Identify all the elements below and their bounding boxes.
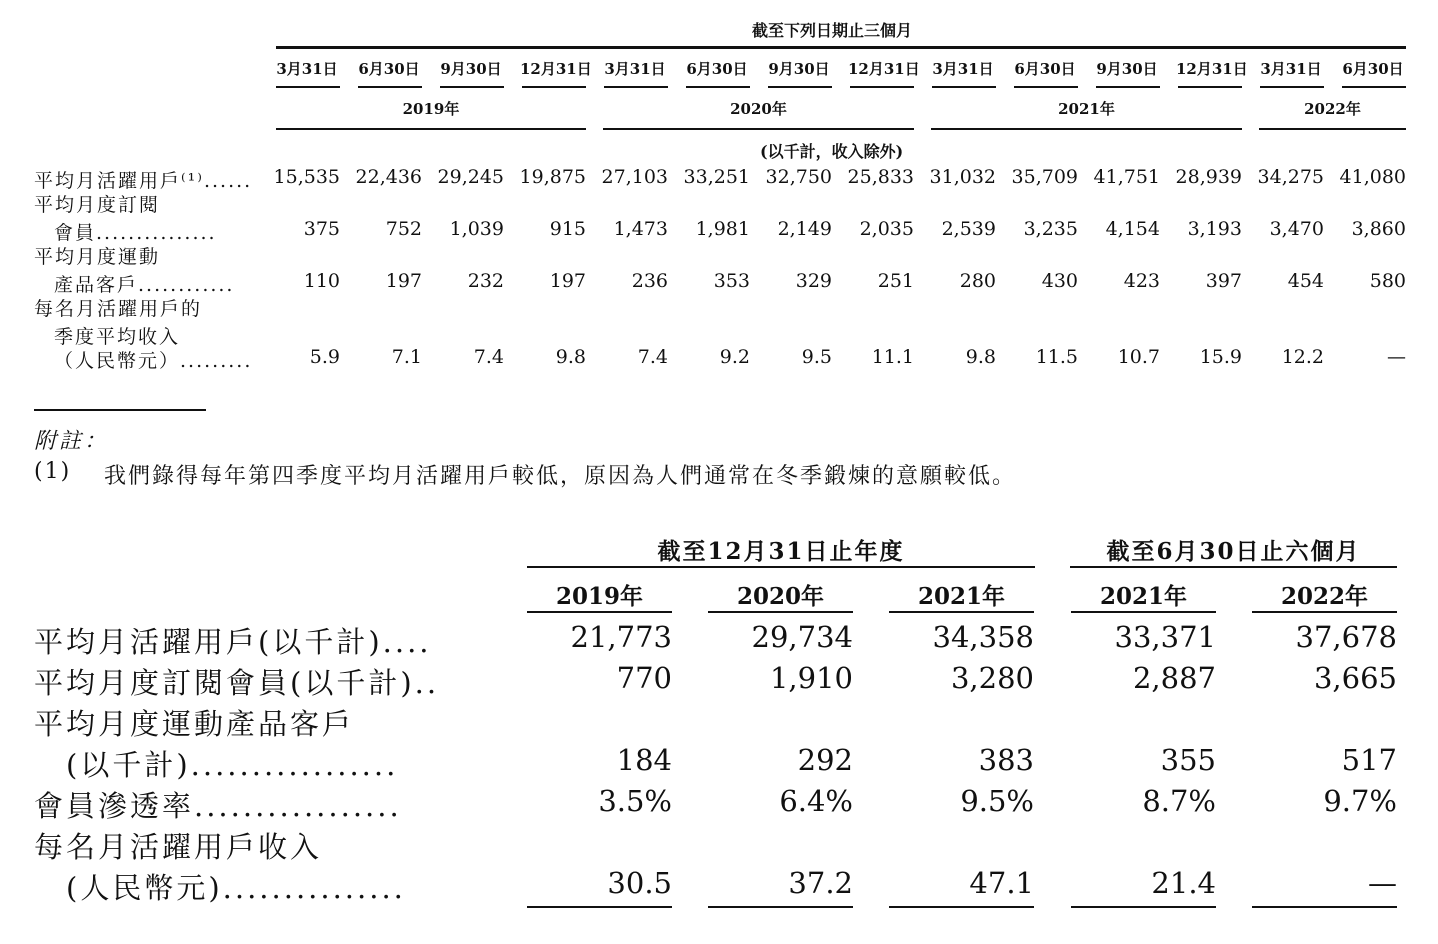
date-header-underline bbox=[768, 86, 832, 88]
table-cell: 184 bbox=[616, 743, 672, 777]
table-cell: 7.4 bbox=[473, 346, 504, 368]
row-label: (以千計)................. bbox=[66, 748, 399, 782]
table-cell: 9.8 bbox=[555, 346, 586, 368]
table-cell: 375 bbox=[303, 218, 340, 240]
table-cell: 5.9 bbox=[309, 346, 340, 368]
row-label: (人民幣元)............... bbox=[66, 871, 406, 905]
table-cell: 22,436 bbox=[355, 166, 422, 188]
table-cell: 3,665 bbox=[1313, 661, 1397, 695]
table-cell: 397 bbox=[1205, 270, 1242, 292]
table-cell: 41,751 bbox=[1093, 166, 1160, 188]
date-header: 6月30日 bbox=[358, 60, 420, 78]
table-cell: 19,875 bbox=[519, 166, 586, 188]
table-cell: 11.5 bbox=[1035, 346, 1078, 368]
footnote-rule bbox=[34, 409, 206, 411]
table-cell: 41,080 bbox=[1339, 166, 1406, 188]
table-cell: 33,251 bbox=[683, 166, 750, 188]
table-cell: 1,039 bbox=[449, 218, 504, 240]
table-cell: 9.7% bbox=[1323, 784, 1397, 818]
row-label: 平均月度運動 bbox=[34, 246, 161, 268]
date-header-underline bbox=[440, 86, 504, 88]
table-cell: 9.5% bbox=[960, 784, 1034, 818]
date-header-underline bbox=[850, 86, 914, 88]
table-cell: 770 bbox=[616, 661, 672, 695]
table-cell: 30.5 bbox=[607, 866, 672, 900]
row-label: 平均月度訂閱 bbox=[34, 194, 161, 216]
table-cell: 580 bbox=[1369, 270, 1406, 292]
table-cell: 3.5% bbox=[598, 784, 672, 818]
section-six-months-header: 截至6月30日止六個月 bbox=[1106, 538, 1361, 565]
row-label: 會員滲透率................. bbox=[34, 789, 402, 823]
table-cell: 280 bbox=[959, 270, 996, 292]
table-cell: 2,887 bbox=[1132, 661, 1216, 695]
table-cell: 37,678 bbox=[1295, 620, 1397, 654]
bottom-rule bbox=[527, 906, 672, 908]
table-cell: 3,280 bbox=[950, 661, 1034, 695]
table-cell: 11.1 bbox=[871, 346, 914, 368]
table-cell: 29,734 bbox=[751, 620, 853, 654]
section-annual-header: 截至12月31日止年度 bbox=[657, 538, 905, 565]
table-cell: 232 bbox=[467, 270, 504, 292]
date-header: 6月30日 bbox=[686, 60, 748, 78]
date-header-underline bbox=[1178, 86, 1242, 88]
date-header-underline bbox=[1014, 86, 1078, 88]
table-cell: — bbox=[1368, 866, 1397, 900]
table-cell: 1,910 bbox=[769, 661, 853, 695]
date-header-underline bbox=[686, 86, 750, 88]
table-cell: 355 bbox=[1160, 743, 1216, 777]
row-label: 平均月活躍用戶⁽¹⁾...... bbox=[34, 170, 253, 192]
date-header: 12月31日 bbox=[1176, 60, 1248, 78]
table-cell: 3,193 bbox=[1187, 218, 1242, 240]
row-label: 每名月活躍用戶收入 bbox=[34, 830, 323, 864]
table-cell: 1,981 bbox=[695, 218, 750, 240]
year-header-rule bbox=[276, 128, 586, 130]
table-cell: 47.1 bbox=[969, 866, 1034, 900]
date-header: 3月31日 bbox=[604, 60, 666, 78]
table-cell: 3,235 bbox=[1023, 218, 1078, 240]
date-header: 3月31日 bbox=[276, 60, 338, 78]
table-cell: 353 bbox=[713, 270, 750, 292]
date-header: 12月31日 bbox=[520, 60, 592, 78]
table-cell: 10.7 bbox=[1117, 346, 1160, 368]
table-cell: 3,860 bbox=[1351, 218, 1406, 240]
table-cell: 7.1 bbox=[391, 346, 422, 368]
six-months-header-rule bbox=[1070, 566, 1397, 568]
table-cell: 430 bbox=[1041, 270, 1078, 292]
table-cell: 37.2 bbox=[788, 866, 853, 900]
table-cell: 197 bbox=[549, 270, 586, 292]
year-header: 2021年 bbox=[1099, 583, 1187, 610]
table-cell: 915 bbox=[549, 218, 586, 240]
date-header: 9月30日 bbox=[768, 60, 830, 78]
date-header: 9月30日 bbox=[1096, 60, 1158, 78]
year-header: 2020年 bbox=[736, 583, 824, 610]
table-cell: 2,149 bbox=[777, 218, 832, 240]
date-header-underline bbox=[604, 86, 668, 88]
table-cell: 454 bbox=[1287, 270, 1324, 292]
table-cell: 32,750 bbox=[765, 166, 832, 188]
year-header-rule bbox=[931, 128, 1242, 130]
footnote-heading: 附註： bbox=[34, 429, 110, 454]
row-label: 每名月活躍用戶的 bbox=[34, 298, 203, 320]
table-cell: 28,939 bbox=[1175, 166, 1242, 188]
table-cell: 7.4 bbox=[637, 346, 668, 368]
table-cell: 8.7% bbox=[1142, 784, 1216, 818]
unit-note: (以千計，收入除外) bbox=[760, 142, 904, 161]
row-label: 產品客戶............ bbox=[54, 274, 235, 296]
date-header-underline bbox=[522, 86, 586, 88]
row-label: 季度平均收入 bbox=[54, 326, 181, 348]
table-cell: 2,539 bbox=[941, 218, 996, 240]
year-header-underline bbox=[1252, 611, 1397, 613]
year-header: 2022年 bbox=[1280, 583, 1368, 610]
table-cell: 15.9 bbox=[1199, 346, 1242, 368]
table-cell: 236 bbox=[631, 270, 668, 292]
table-cell: 31,032 bbox=[929, 166, 996, 188]
row-label: （人民幣元）......... bbox=[54, 350, 253, 372]
table-cell: 423 bbox=[1123, 270, 1160, 292]
table-cell: 197 bbox=[385, 270, 422, 292]
table-cell: 21,773 bbox=[570, 620, 672, 654]
table-cell: 9.5 bbox=[801, 346, 832, 368]
year-header-underline bbox=[527, 611, 672, 613]
table-cell: 251 bbox=[877, 270, 914, 292]
date-header-underline bbox=[1260, 86, 1324, 88]
year-header: 2019年 bbox=[555, 583, 643, 610]
table-cell: 29,245 bbox=[437, 166, 504, 188]
year-header: 2021年 bbox=[1058, 100, 1115, 118]
table-cell: 110 bbox=[303, 270, 340, 292]
table-cell: 1,473 bbox=[613, 218, 668, 240]
row-label: 平均月度訂閱會員(以千計).. bbox=[34, 666, 440, 700]
bottom-rule bbox=[1071, 906, 1216, 908]
table-cell: 35,709 bbox=[1011, 166, 1078, 188]
footnote-text: 我們錄得每年第四季度平均月活躍用戶較低，原因為人們通常在冬季鍛煉的意願較低。 bbox=[104, 464, 1017, 489]
year-header-underline bbox=[1071, 611, 1216, 613]
bottom-rule bbox=[1252, 906, 1397, 908]
table-cell: 329 bbox=[795, 270, 832, 292]
table-cell: 25,833 bbox=[847, 166, 914, 188]
footnote-number: (1) bbox=[34, 459, 72, 484]
year-header-underline bbox=[889, 611, 1034, 613]
table-cell: 27,103 bbox=[601, 166, 668, 188]
date-header: 9月30日 bbox=[440, 60, 502, 78]
table-cell: 33,371 bbox=[1114, 620, 1216, 654]
top-rule bbox=[276, 46, 1406, 49]
date-header: 3月31日 bbox=[1260, 60, 1322, 78]
table-cell: 15,535 bbox=[273, 166, 340, 188]
date-header-underline bbox=[1342, 86, 1406, 88]
year-header-underline bbox=[708, 611, 853, 613]
year-header-rule bbox=[1259, 128, 1406, 130]
bottom-rule bbox=[889, 906, 1034, 908]
date-header-underline bbox=[1096, 86, 1160, 88]
table-cell: 4,154 bbox=[1105, 218, 1160, 240]
date-header-underline bbox=[932, 86, 996, 88]
date-header: 3月31日 bbox=[932, 60, 994, 78]
table-cell: 752 bbox=[385, 218, 422, 240]
table-cell: — bbox=[1387, 346, 1406, 368]
row-label: 會員............... bbox=[54, 222, 217, 244]
year-header: 2020年 bbox=[730, 100, 787, 118]
date-header: 12月31日 bbox=[848, 60, 920, 78]
year-header: 2021年 bbox=[917, 583, 1005, 610]
table-cell: 12.2 bbox=[1281, 346, 1324, 368]
row-label: 平均月度運動產品客戶 bbox=[34, 707, 355, 741]
table-cell: 9.8 bbox=[965, 346, 996, 368]
table-cell: 34,275 bbox=[1257, 166, 1324, 188]
table-cell: 383 bbox=[978, 743, 1034, 777]
annual-header-rule bbox=[527, 566, 1035, 568]
date-header-underline bbox=[276, 86, 340, 88]
date-header: 6月30日 bbox=[1014, 60, 1076, 78]
super-header: 截至下列日期止三個月 bbox=[752, 21, 913, 40]
year-header-rule bbox=[603, 128, 914, 130]
table-cell: 34,358 bbox=[932, 620, 1034, 654]
table-cell: 21.4 bbox=[1151, 866, 1216, 900]
table-cell: 517 bbox=[1341, 743, 1397, 777]
year-header: 2022年 bbox=[1304, 100, 1361, 118]
table-cell: 3,470 bbox=[1269, 218, 1324, 240]
row-label: 平均月活躍用戶(以千計).... bbox=[34, 625, 432, 659]
table-cell: 2,035 bbox=[859, 218, 914, 240]
table-cell: 9.2 bbox=[719, 346, 750, 368]
date-header-underline bbox=[358, 86, 422, 88]
year-header: 2019年 bbox=[402, 100, 460, 118]
table-cell: 6.4% bbox=[779, 784, 853, 818]
table-cell: 292 bbox=[797, 743, 853, 777]
date-header: 6月30日 bbox=[1342, 60, 1404, 78]
bottom-rule bbox=[708, 906, 853, 908]
